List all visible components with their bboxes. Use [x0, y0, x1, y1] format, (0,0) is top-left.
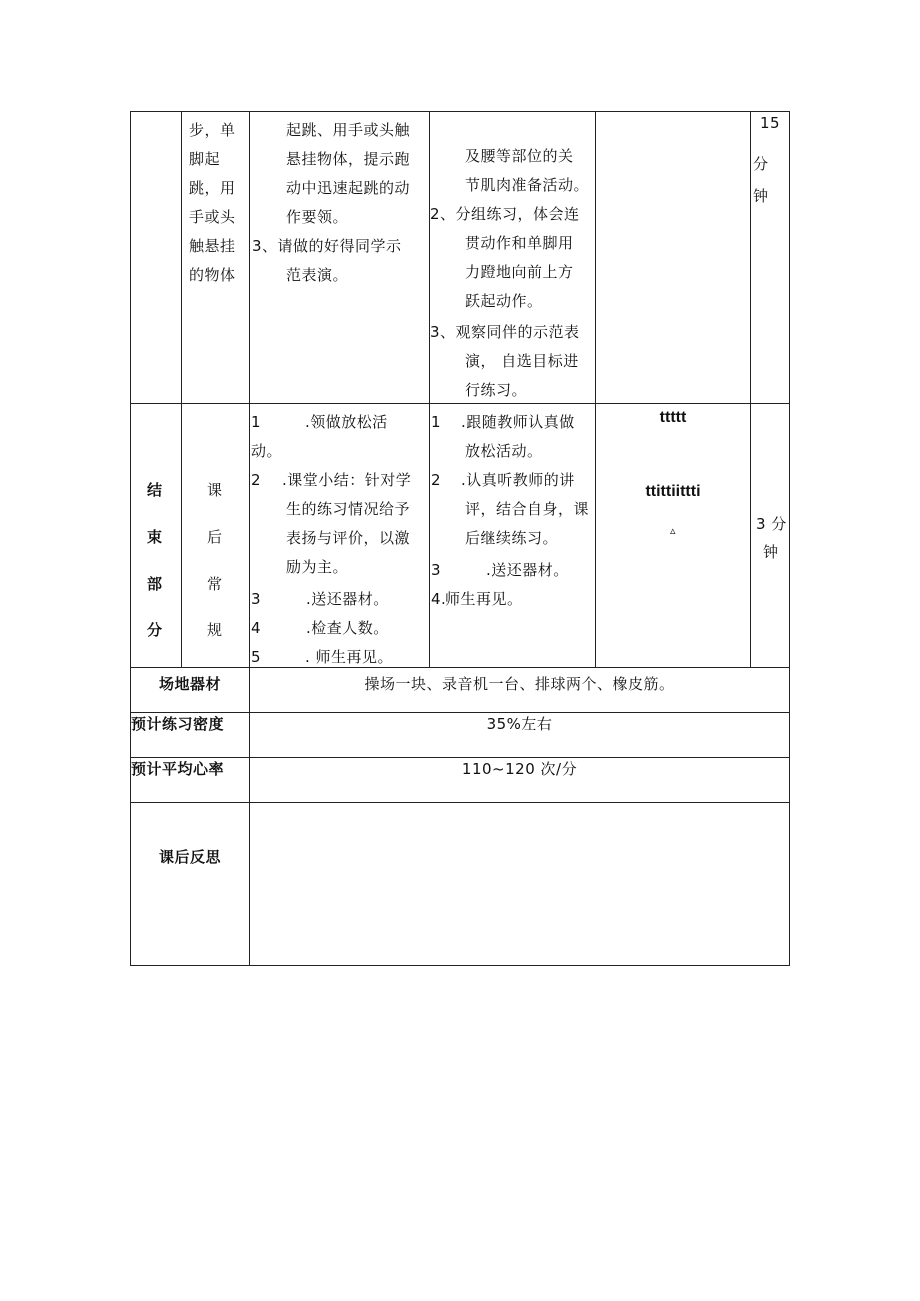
content-char: 规 [207, 621, 223, 639]
row-divider [130, 802, 790, 803]
heart-rate-value: 110~120 次/分 [461, 760, 578, 778]
table-border-right [789, 111, 790, 966]
list-text: .课堂小结：针对学 [282, 471, 412, 489]
text-line: 手或头 [189, 208, 236, 226]
formation-row-2: ttittiittti [645, 483, 701, 500]
equipment-label: 场地器材 [158, 675, 221, 693]
list-text: 放松活动。 [465, 442, 543, 460]
list-text: .认真听教师的讲 [461, 471, 575, 489]
equipment-value: 操场一块、录音机一台、排球两个、橡皮筋。 [364, 675, 675, 693]
list-text: 评，结合自身，课 [465, 500, 590, 518]
list-number: 1 [431, 413, 442, 431]
table-border-top [130, 111, 790, 112]
time-unit: 分 [753, 155, 769, 173]
heart-rate-label: 预计平均心率 [131, 760, 225, 778]
list-text: 励为主。 [286, 558, 349, 576]
reflection-label: 课后反思 [158, 848, 221, 866]
formation-row-1: ttttt [659, 409, 687, 426]
list-number: 3 [251, 590, 262, 608]
text-line: 动中迅速起跳的动 [286, 179, 411, 197]
col-divider [595, 111, 596, 667]
time-value: 3 分 [756, 515, 787, 533]
list-text: .送还器材。 [306, 590, 389, 608]
text-line: 脚起 [189, 150, 221, 168]
list-text: 表扬与评价，以激 [286, 529, 411, 547]
text-line: 起跳、用手或头触 [286, 121, 411, 139]
density-value: 35%左右 [486, 715, 553, 733]
list-number: 2 [431, 471, 442, 489]
triangle-icon: ▵ [669, 524, 677, 537]
text-line: 行练习。 [465, 381, 528, 399]
list-number: 3 [431, 561, 442, 579]
text-line: 3、请做的好得同学示 [252, 237, 402, 255]
row-divider [130, 667, 790, 668]
list-text: 动。 [251, 442, 283, 460]
text-line: 及腰等部位的关 [465, 147, 574, 165]
time-unit: 钟 [753, 187, 769, 205]
list-number: 4 [251, 619, 262, 637]
list-text: 后继续练习。 [465, 529, 559, 547]
list-text: .送还器材。 [486, 561, 569, 579]
text-line: 跃起动作。 [465, 292, 543, 310]
list-number: 2 [251, 471, 262, 489]
list-number: 4. [431, 590, 447, 608]
text-line: 触悬挂 [189, 237, 236, 255]
section-name-char: 部 [147, 575, 163, 593]
text-line: 节肌肉准备活动。 [465, 176, 590, 194]
list-text: .检查人数。 [306, 619, 389, 637]
col-divider [429, 111, 430, 667]
text-line: 3、观察同伴的示范表 [430, 323, 580, 341]
text-line: 步，单 [189, 121, 236, 139]
text-line: 跳，用 [189, 179, 236, 197]
text-line: 悬挂物体，提示跑 [286, 150, 411, 168]
text-line: 力蹬地向前上方 [465, 263, 574, 281]
list-text: . 师生再见。 [305, 648, 394, 666]
col-divider [181, 111, 182, 667]
section-name-char: 分 [147, 621, 163, 639]
table-border-bottom [130, 965, 790, 966]
list-text: 师生再见。 [445, 590, 523, 608]
content-char: 课 [207, 481, 223, 499]
list-number: 1 [251, 413, 262, 431]
text-line: 演， 自选目标进 [465, 352, 579, 370]
content-char: 后 [207, 528, 223, 546]
col-divider [750, 111, 751, 667]
section-name-char: 束 [147, 528, 163, 546]
list-text: .领做放松活 [305, 413, 388, 431]
text-line: 贯动作和单脚用 [465, 234, 574, 252]
content-char: 常 [207, 575, 223, 593]
text-line: 范表演。 [286, 266, 349, 284]
table-border-left [130, 111, 131, 966]
list-number: 5 [251, 648, 262, 666]
text-line: 作要领。 [286, 208, 349, 226]
text-line: 2、分组练习，体会连 [430, 205, 580, 223]
time-unit: 钟 [763, 543, 779, 561]
list-text: .跟随教师认真做 [461, 413, 575, 431]
density-label: 预计练习密度 [131, 715, 225, 733]
time-value: 15 [760, 114, 781, 132]
text-line: 的物体 [189, 266, 236, 284]
col-divider [249, 111, 250, 966]
section-name-char: 结 [147, 481, 163, 499]
list-text: 生的练习情况给予 [286, 500, 411, 518]
